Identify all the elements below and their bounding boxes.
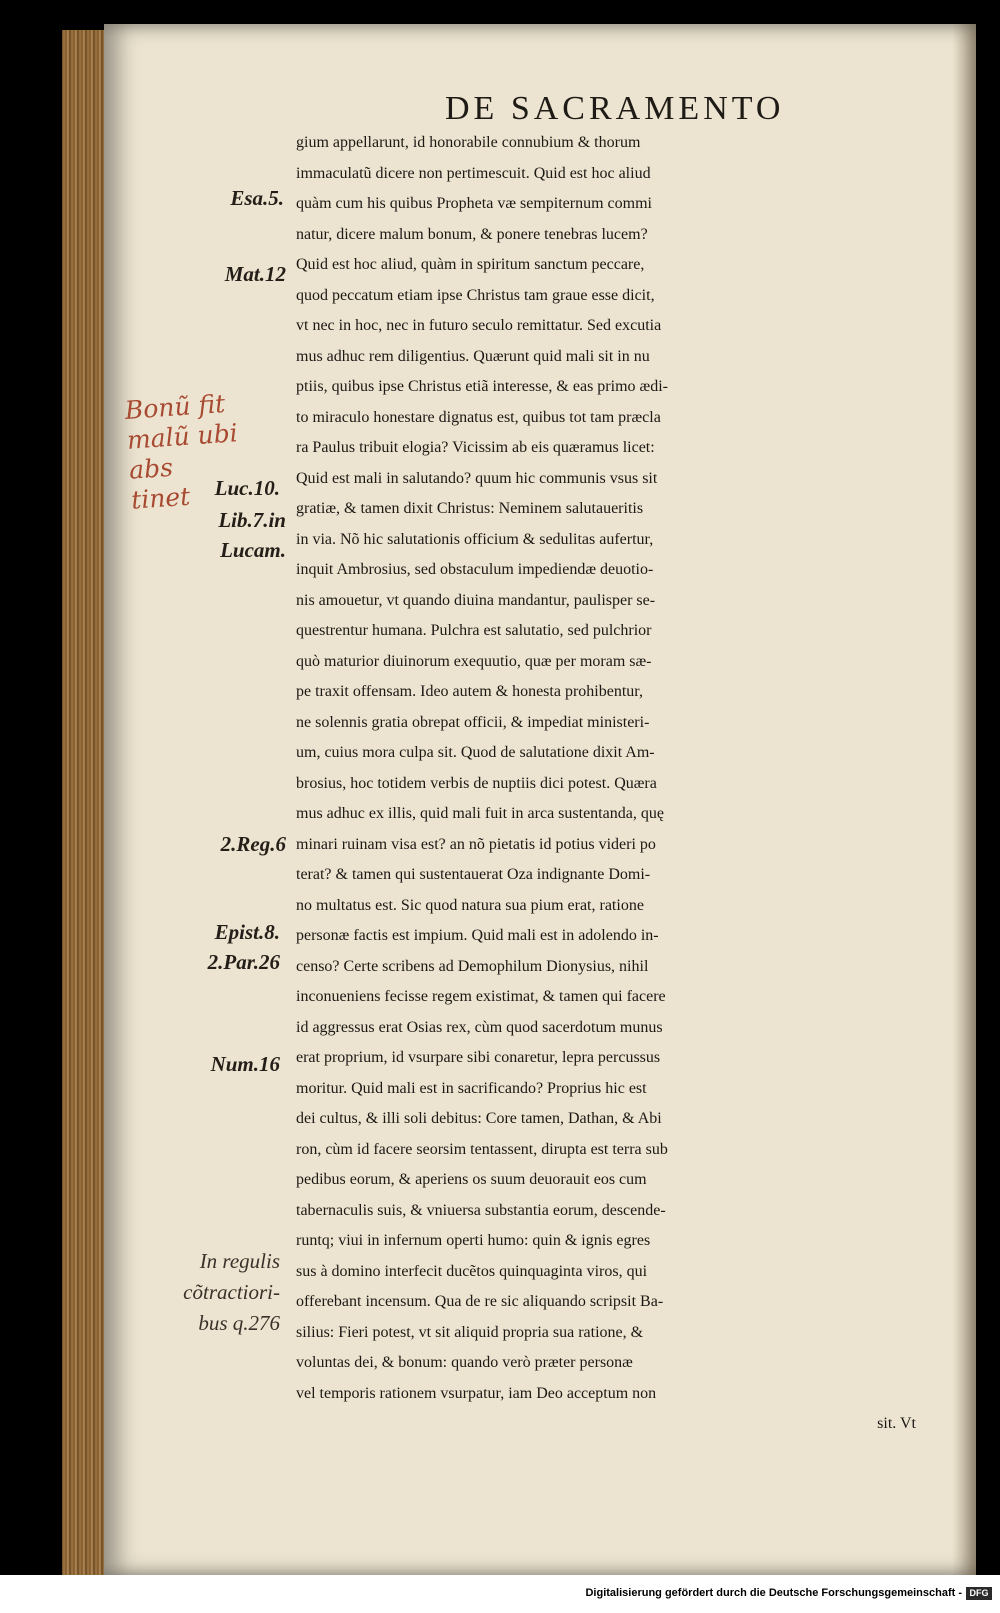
footer-bar <box>0 1575 1000 1613</box>
text-line: moritur. Quid mali est in sacrificando? Proprius hic est <box>296 1079 647 1097</box>
margin-note-reg: 2.Reg.6 <box>220 832 286 856</box>
margin-note-mat: Mat.12 <box>224 262 286 286</box>
page-gutter-shadow <box>952 24 976 1575</box>
text-line: no multatus est. Sic quod natura sua pium erat, ratione <box>296 896 644 914</box>
text-line: runtq; viui in infernum operti humo: quin & ignis egres <box>296 1232 651 1249</box>
footer-credit: Digitalisierung gefördert durch die Deutsche Forschungsgemeinschaft - <box>585 1587 962 1599</box>
running-head: DE SACRAMENTO <box>445 90 785 127</box>
text-line: natur, dicere malum bonum, & ponere tenebras lucem? <box>296 225 648 243</box>
margin-note-num: Num.16 <box>210 1052 280 1076</box>
margin-note-epist: Epist.8. <box>214 920 280 944</box>
text-line: pedibus eorum, & aperiens os suum deuorauit eos cum <box>296 1171 647 1188</box>
text-line: inquit Ambrosius, sed obstaculum impediendæ deuotio- <box>296 561 654 578</box>
margin-note-lib: Lib.7.in <box>218 508 286 532</box>
text-line: silius: Fieri potest, vt sit aliquid propria sua ratione, & <box>296 1323 644 1341</box>
text-line: tabernaculis suis, & vniuersa substantia eorum, descende- <box>296 1201 666 1219</box>
text-line: nis amouetur, vt quando diuina mandantur, paulisper se- <box>296 591 656 609</box>
text-line: terat? & tamen qui sustentauerat Oza indignante Domi- <box>296 866 651 883</box>
margin-note-luc: Luc.10. <box>214 476 280 500</box>
text-line: censo? Certe scribens ad Demophilum Dionysius, nihil <box>296 957 649 975</box>
margin-note-regulis-line-2: cõtractiori- <box>183 1280 280 1304</box>
text-line: gratiæ, & tamen dixit Christus: Neminem salutaueritis <box>296 500 644 517</box>
body-text <box>296 128 946 1440</box>
text-line: Quid est mali in salutando? quum hic communis vsus sit <box>296 469 658 487</box>
text-line: vel temporis rationem vsurpatur, iam Deo acceptum non <box>296 1384 657 1402</box>
text-line: voluntas dei, & bonum: quando verò præter personæ <box>296 1354 633 1371</box>
text-line: to miraculo honestare dignatus est, quibus tot tam præcla <box>296 408 661 426</box>
dfg-logo: DFG <box>966 1587 992 1600</box>
text-line: sit. Vt <box>877 1415 916 1432</box>
text-line: vt nec in hoc, nec in futuro seculo remittatur. Sed excutia <box>296 317 662 334</box>
handwritten-annotation <box>124 388 243 515</box>
text-line: inconueniens fecisse regem existimat, & tamen qui facere <box>296 988 666 1005</box>
text-line: gium appellarunt, id honorabile connubium & thorum <box>296 134 641 151</box>
text-line: ptiis, quibus ipse Christus etiã interesse, & eas primo ædi- <box>296 378 668 395</box>
text-line: mus adhuc rem diligentius. Quærunt quid mali sit in nu <box>296 347 650 365</box>
text-line: ne solennis gratia obrepat officii, & impediat ministeri- <box>296 713 650 731</box>
handwritten-line-3: abs <box>128 452 174 485</box>
text-line: ron, cùm id facere seorsim tentassent, dirupta est terra sub <box>296 1140 668 1158</box>
text-line: quò maturior diuinorum exequutio, quæ per moram sæ- <box>296 652 652 670</box>
text-line: dei cultus, & illi soli debitus: Core tamen, Dathan, & Abi <box>296 1110 662 1127</box>
text-line: immaculatũ dicere non pertimescuit. Quid est hoc aliud <box>296 164 651 182</box>
text-line: personæ factis est impium. Quid mali est in adolendo in- <box>296 927 659 944</box>
text-line: sus à domino interfecit ducẽtos quinquaginta viros, qui <box>296 1262 648 1280</box>
text-line: quod peccatum etiam ipse Christus tam graue esse dicit, <box>296 286 655 304</box>
margin-note-regulis-line-1: In regulis <box>199 1249 280 1273</box>
text-line: Quid est hoc aliud, quàm in spiritum sanctum peccare, <box>296 256 645 273</box>
handwritten-line-4: tinet <box>130 481 192 515</box>
text-line: id aggressus erat Osias rex, cùm quod sacerdotum munus <box>296 1018 663 1036</box>
margin-note-par: 2.Par.26 <box>207 950 280 974</box>
text-line: offerebant incensum. Qua de re sic aliquando scripsit Ba- <box>296 1293 664 1310</box>
text-line: minari ruinam visa est? an nõ pietatis id potius videri po <box>296 835 656 853</box>
text-line: um, cuius mora culpa sit. Quod de salutatione dixit Am- <box>296 744 655 761</box>
text-line: mus adhuc ex illis, quid mali fuit in arca sustentanda, quę <box>296 805 664 822</box>
handwritten-line-2: malũ ubi <box>126 418 239 455</box>
margin-note-regulis <box>120 1246 280 1339</box>
text-line: in via. Nõ hic salutationis officium & sedulitas aufertur, <box>296 530 654 548</box>
text-line: questrentur humana. Pulchra est salutatio, sed pulchrior <box>296 622 652 639</box>
margin-note-esa: Esa.5. <box>230 186 284 210</box>
text-line: pe traxit offensam. Ideo autem & honesta prohibentur, <box>296 683 643 700</box>
handwritten-line-1: Bonũ fit <box>123 389 227 425</box>
margin-note-regulis-line-3: bus q.276 <box>198 1311 280 1335</box>
margin-note-lucam: Lucam. <box>220 538 286 562</box>
text-line: ra Paulus tribuit elogia? Vicissim ab eis quæramus licet: <box>296 439 655 456</box>
text-line: quàm cum his quibus Propheta væ sempiternum commi <box>296 195 652 212</box>
text-line: brosius, hoc totidem verbis de nuptiis dici potest. Quæra <box>296 774 657 792</box>
text-line: erat proprium, id vsurpare sibi conaretur, lepra percussus <box>296 1049 661 1066</box>
